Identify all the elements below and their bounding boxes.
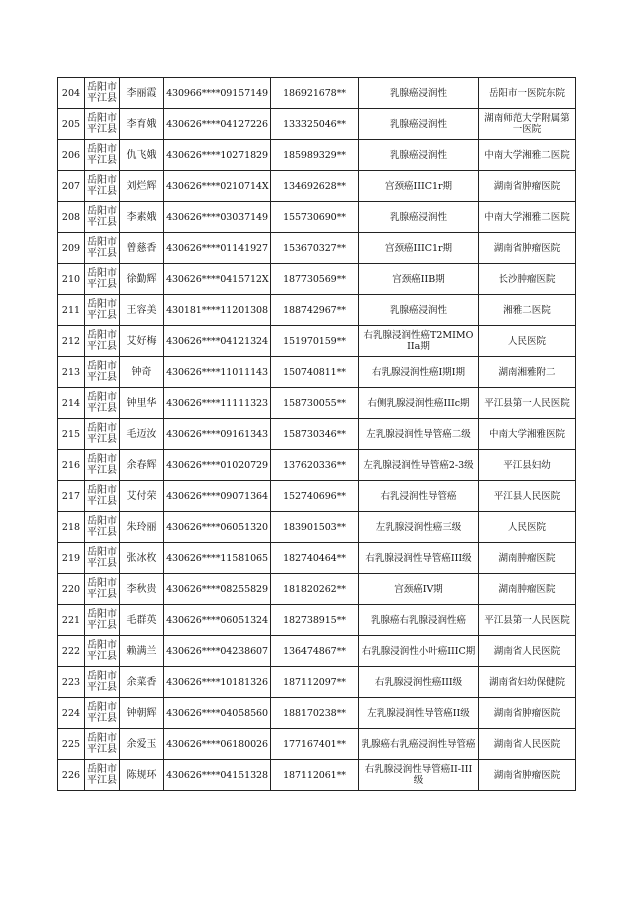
name-cell: 余菜香: [120, 667, 164, 698]
row-number-cell: 213: [58, 357, 85, 388]
region-cell: 岳阳市平江县: [85, 140, 120, 171]
hospital-cell: 人民医院: [479, 326, 576, 357]
hospital-cell: 湖南省人民医院: [479, 636, 576, 667]
phone-cell: 183901503**: [271, 512, 359, 543]
diagnosis-cell: 左乳腺浸润性导管癌II级: [359, 698, 479, 729]
id-number-cell: 430626****06051320: [164, 512, 271, 543]
hospital-cell: 湖南肿瘤医院: [479, 543, 576, 574]
table-row: [58, 450, 576, 481]
phone-cell: 188170238**: [271, 698, 359, 729]
phone-cell: 151970159**: [271, 326, 359, 357]
phone-cell: 185989329**: [271, 140, 359, 171]
id-number-cell: 430626****10271829: [164, 140, 271, 171]
id-number-cell: 430626****09161343: [164, 419, 271, 450]
table-row: [58, 729, 576, 760]
phone-cell: 182738915**: [271, 605, 359, 636]
id-number-cell: 430626****04238607: [164, 636, 271, 667]
table-row: [58, 760, 576, 791]
phone-cell: 188742967**: [271, 295, 359, 326]
name-cell: 仇飞娥: [120, 140, 164, 171]
table-row: [58, 140, 576, 171]
region-cell: 岳阳市平江县: [85, 481, 120, 512]
phone-cell: 187112061**: [271, 760, 359, 791]
hospital-cell: 平江县第一人民医院: [479, 388, 576, 419]
row-number-cell: 220: [58, 574, 85, 605]
phone-cell: 133325046**: [271, 109, 359, 140]
region-cell: 岳阳市平江县: [85, 729, 120, 760]
phone-cell: 150740811**: [271, 357, 359, 388]
row-number-cell: 211: [58, 295, 85, 326]
hospital-cell: 湖南省肿瘤医院: [479, 171, 576, 202]
table-row: [58, 109, 576, 140]
id-number-cell: 430626****11581065: [164, 543, 271, 574]
phone-cell: 155730690**: [271, 202, 359, 233]
hospital-cell: 长沙肿瘤医院: [479, 264, 576, 295]
name-cell: 李秋贵: [120, 574, 164, 605]
id-number-cell: 430626****04121324: [164, 326, 271, 357]
name-cell: 毛迈汝: [120, 419, 164, 450]
region-cell: 岳阳市平江县: [85, 264, 120, 295]
diagnosis-cell: 右乳腺浸润性导管癌III级: [359, 543, 479, 574]
diagnosis-cell: 左乳腺浸润性导管癌2-3级: [359, 450, 479, 481]
row-number-cell: 207: [58, 171, 85, 202]
row-number-cell: 225: [58, 729, 85, 760]
row-number-cell: 204: [58, 78, 85, 109]
diagnosis-cell: 宫颈癌IIIC1r期: [359, 171, 479, 202]
region-cell: 岳阳市平江县: [85, 667, 120, 698]
phone-cell: 181820262**: [271, 574, 359, 605]
id-number-cell: 430626****06051324: [164, 605, 271, 636]
table-row: [58, 512, 576, 543]
diagnosis-cell: 左乳腺浸润性导管癌二级: [359, 419, 479, 450]
region-cell: 岳阳市平江县: [85, 760, 120, 791]
name-cell: 曾慈香: [120, 233, 164, 264]
diagnosis-cell: 乳腺癌浸润性: [359, 295, 479, 326]
name-cell: 艾好梅: [120, 326, 164, 357]
row-number-cell: 217: [58, 481, 85, 512]
phone-cell: 152740696**: [271, 481, 359, 512]
phone-cell: 153670327**: [271, 233, 359, 264]
phone-cell: 137620336**: [271, 450, 359, 481]
region-cell: 岳阳市平江县: [85, 512, 120, 543]
id-number-cell: 430626****11111323: [164, 388, 271, 419]
diagnosis-cell: 右乳腺浸润性小叶癌IIIC期: [359, 636, 479, 667]
region-cell: 岳阳市平江县: [85, 388, 120, 419]
row-number-cell: 205: [58, 109, 85, 140]
hospital-cell: 湖南省妇幼保健院: [479, 667, 576, 698]
name-cell: 李育娥: [120, 109, 164, 140]
name-cell: 毛群英: [120, 605, 164, 636]
name-cell: 朱玲丽: [120, 512, 164, 543]
table-row: [58, 264, 576, 295]
row-number-cell: 216: [58, 450, 85, 481]
region-cell: 岳阳市平江县: [85, 202, 120, 233]
diagnosis-cell: 右乳腺浸润性癌T2MIMO IIa期: [359, 326, 479, 357]
phone-cell: 187730569**: [271, 264, 359, 295]
region-cell: 岳阳市平江县: [85, 357, 120, 388]
patient-table: [57, 77, 576, 791]
phone-cell: 158730055**: [271, 388, 359, 419]
table-row: [58, 171, 576, 202]
region-cell: 岳阳市平江县: [85, 636, 120, 667]
hospital-cell: 岳阳市一医院东院: [479, 78, 576, 109]
diagnosis-cell: 右乳腺浸润性癌III级: [359, 667, 479, 698]
diagnosis-cell: 乳腺癌右乳腺浸润性癌: [359, 605, 479, 636]
diagnosis-cell: 乳腺癌浸润性: [359, 109, 479, 140]
phone-cell: 136474867**: [271, 636, 359, 667]
row-number-cell: 223: [58, 667, 85, 698]
hospital-cell: 平江县妇幼: [479, 450, 576, 481]
table-row: [58, 357, 576, 388]
row-number-cell: 219: [58, 543, 85, 574]
id-number-cell: 430626****04127226: [164, 109, 271, 140]
phone-cell: 158730346**: [271, 419, 359, 450]
id-number-cell: 430626****06180026: [164, 729, 271, 760]
hospital-cell: 湖南省人民医院: [479, 729, 576, 760]
name-cell: 王容美: [120, 295, 164, 326]
id-number-cell: 430626****03037149: [164, 202, 271, 233]
phone-cell: 187112097**: [271, 667, 359, 698]
name-cell: 刘烂辉: [120, 171, 164, 202]
phone-cell: 182740464**: [271, 543, 359, 574]
row-number-cell: 226: [58, 760, 85, 791]
region-cell: 岳阳市平江县: [85, 326, 120, 357]
region-cell: 岳阳市平江县: [85, 78, 120, 109]
id-number-cell: 430626****09071364: [164, 481, 271, 512]
table-row: [58, 295, 576, 326]
id-number-cell: 430626****01020729: [164, 450, 271, 481]
id-number-cell: 430626****0210714X: [164, 171, 271, 202]
hospital-cell: 湘雅二医院: [479, 295, 576, 326]
table-row: [58, 636, 576, 667]
name-cell: 李素娥: [120, 202, 164, 233]
hospital-cell: 中南大学湘雅二医院: [479, 140, 576, 171]
hospital-cell: 湖南省肿瘤医院: [479, 698, 576, 729]
id-number-cell: 430966****09157149: [164, 78, 271, 109]
table-row: [58, 698, 576, 729]
id-number-cell: 430626****08255829: [164, 574, 271, 605]
hospital-cell: 湖南肿瘤医院: [479, 574, 576, 605]
id-number-cell: 430626****0415712X: [164, 264, 271, 295]
name-cell: 徐勤辉: [120, 264, 164, 295]
id-number-cell: 430626****04151328: [164, 760, 271, 791]
region-cell: 岳阳市平江县: [85, 295, 120, 326]
name-cell: 艾付荣: [120, 481, 164, 512]
table-row: [58, 605, 576, 636]
phone-cell: 186921678**: [271, 78, 359, 109]
hospital-cell: 中南大学湘雅二医院: [479, 202, 576, 233]
diagnosis-cell: 宫颈癌IIB期: [359, 264, 479, 295]
diagnosis-cell: 宫颈癌IV期: [359, 574, 479, 605]
diagnosis-cell: 乳腺癌浸润性: [359, 78, 479, 109]
table-row: [58, 481, 576, 512]
row-number-cell: 221: [58, 605, 85, 636]
diagnosis-cell: 右乳腺浸润性癌I期I期: [359, 357, 479, 388]
hospital-cell: 湖南省肿瘤医院: [479, 760, 576, 791]
id-number-cell: 430626****04058560: [164, 698, 271, 729]
region-cell: 岳阳市平江县: [85, 605, 120, 636]
row-number-cell: 209: [58, 233, 85, 264]
region-cell: 岳阳市平江县: [85, 419, 120, 450]
table-row: [58, 574, 576, 605]
name-cell: 钟朝辉: [120, 698, 164, 729]
region-cell: 岳阳市平江县: [85, 574, 120, 605]
row-number-cell: 218: [58, 512, 85, 543]
region-cell: 岳阳市平江县: [85, 450, 120, 481]
row-number-cell: 224: [58, 698, 85, 729]
hospital-cell: 平江县第一人民医院: [479, 605, 576, 636]
diagnosis-cell: 右乳浸润性导管癌: [359, 481, 479, 512]
name-cell: 张冰枚: [120, 543, 164, 574]
id-number-cell: 430626****11011143: [164, 357, 271, 388]
table-row: [58, 667, 576, 698]
row-number-cell: 206: [58, 140, 85, 171]
diagnosis-cell: 右侧乳腺浸润性癌IIIc期: [359, 388, 479, 419]
hospital-cell: 湖南省肿瘤医院: [479, 233, 576, 264]
diagnosis-cell: 乳腺癌浸润性: [359, 140, 479, 171]
region-cell: 岳阳市平江县: [85, 171, 120, 202]
id-number-cell: 430181****11201308: [164, 295, 271, 326]
phone-cell: 177167401**: [271, 729, 359, 760]
name-cell: 余爱玉: [120, 729, 164, 760]
hospital-cell: 平江县人民医院: [479, 481, 576, 512]
table-row: [58, 388, 576, 419]
table-row: [58, 419, 576, 450]
phone-cell: 134692628**: [271, 171, 359, 202]
diagnosis-cell: 右乳腺浸润性导管癌II-III级: [359, 760, 479, 791]
row-number-cell: 212: [58, 326, 85, 357]
name-cell: 钟里华: [120, 388, 164, 419]
row-number-cell: 214: [58, 388, 85, 419]
region-cell: 岳阳市平江县: [85, 233, 120, 264]
region-cell: 岳阳市平江县: [85, 698, 120, 729]
table-row: [58, 233, 576, 264]
hospital-cell: 中南大学湘雅医院: [479, 419, 576, 450]
diagnosis-cell: 宫颈癌IIIC1r期: [359, 233, 479, 264]
row-number-cell: 210: [58, 264, 85, 295]
hospital-cell: 人民医院: [479, 512, 576, 543]
name-cell: 余春辉: [120, 450, 164, 481]
row-number-cell: 222: [58, 636, 85, 667]
id-number-cell: 430626****01141927: [164, 233, 271, 264]
table-row: [58, 78, 576, 109]
name-cell: 钟奇: [120, 357, 164, 388]
diagnosis-cell: 乳腺癌浸润性: [359, 202, 479, 233]
diagnosis-cell: 乳腺癌右乳癌浸润性导管癌: [359, 729, 479, 760]
patient-table-body: [58, 78, 576, 791]
row-number-cell: 215: [58, 419, 85, 450]
id-number-cell: 430626****10181326: [164, 667, 271, 698]
diagnosis-cell: 左乳腺浸润性癌三级: [359, 512, 479, 543]
name-cell: 陈规环: [120, 760, 164, 791]
region-cell: 岳阳市平江县: [85, 543, 120, 574]
row-number-cell: 208: [58, 202, 85, 233]
table-row: [58, 326, 576, 357]
table-row: [58, 202, 576, 233]
region-cell: 岳阳市平江县: [85, 109, 120, 140]
table-row: [58, 543, 576, 574]
name-cell: 赖满兰: [120, 636, 164, 667]
hospital-cell: 湖南湘雅附二: [479, 357, 576, 388]
name-cell: 李丽霞: [120, 78, 164, 109]
hospital-cell: 湖南师范大学附属第一医院: [479, 109, 576, 140]
